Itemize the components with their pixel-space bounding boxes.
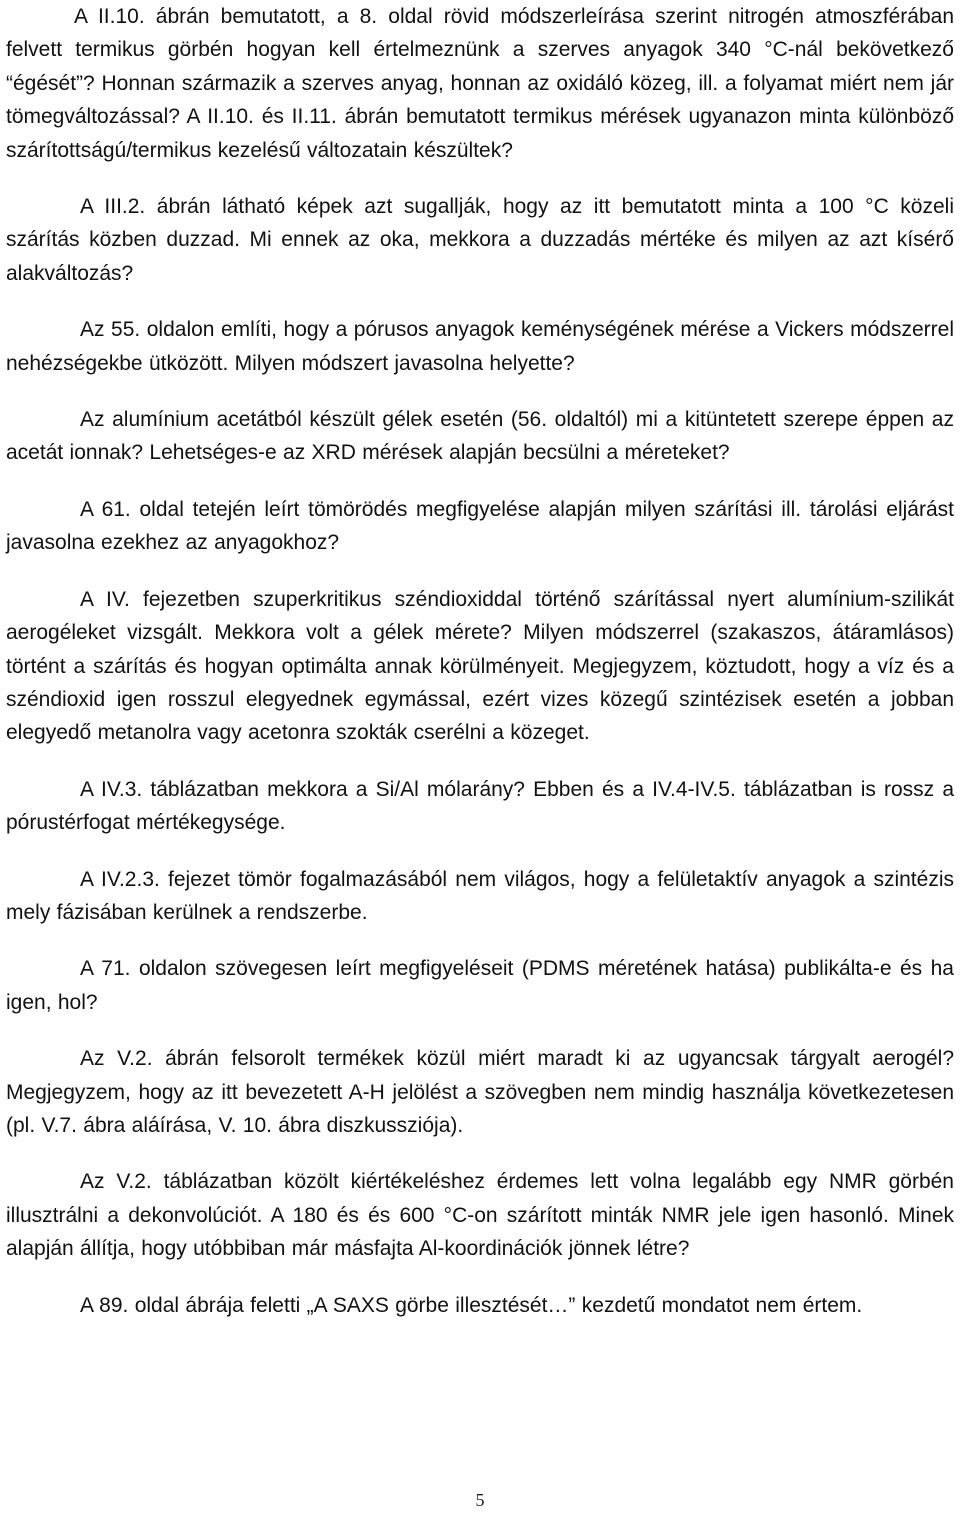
paragraph: A IV.3. táblázatban mekkora a Si/Al mólarány? Ebben és a IV.4-IV.5. táblázatban is rossz a pórustérfogat mértékegysége. — [6, 777, 954, 835]
paragraph: Az alumínium acetátból készült gélek esetén (56. oldaltól) mi a kitüntetett szerepe éppen az acetát ionnak? Lehetséges-e az XRD mérések alapján becsülni a méreteket? — [6, 408, 954, 465]
paragraph: A II.10. ábrán bemutatott, a 8. oldal rövid módszerleírása szerint nitrogén atmoszférában felvett termikus görbén hogyan kell értelmeznünk a szerves anyagok 340 °C-nál bekövetkező “égését”? Honnan származik a szerves anyag, honnan az oxidáló közeg, ill. a folyamat miért nem jár tömegváltozással? A II.10. és II.11. ábrán bemutatott termikus mérések ugyanazon minta különböző szárítottságú/termikus kezelésű változatain készültek? — [6, 5, 954, 162]
paragraph: Az V.2. ábrán felsorolt termékek közül miért maradt ki az ugyancsak tárgyalt aerogél? Megjegyzem, hogy az itt bevezetett A-H jelölést a szövegben nem mindig használja következetesen (pl. V.7. ábra aláírása, V. 10. ábra diszkussziója). — [6, 1047, 954, 1137]
paragraph: A IV. fejezetben szuperkritikus széndioxiddal történő szárítással nyert alumínium-szilikát aerogéleket vizsgált. Mekkora volt a gélek mérete? Milyen módszerrel (szakaszos, átáramlásos) történt a szárítás és hogyan optimálta annak körülményeit. Megjegyzem, köztudott, hogy a víz és a széndioxid igen rosszul elegyednek egymással, ezért vizes közegű szintézisek esetén a jobban elegyedő metanolra vagy acetonra szokták cserélni a közeget. — [6, 587, 954, 745]
paragraph: A 89. oldal ábrája feletti „A SAXS görbe illesztését…” kezdetű mondatot nem értem. — [80, 1293, 863, 1317]
paragraph: A IV.2.3. fejezet tömör fogalmazásából nem világos, hogy a felületaktív anyagok a szintézis mely fázisában kerülnek a rendszerbe. — [6, 867, 954, 924]
paragraph: A 61. oldal tetején leírt tömörödés megfigyelése alapján milyen szárítási ill. tárolási eljárást javasolna ezekhez az anyagokhoz? — [6, 497, 954, 555]
page-number: 5 — [475, 1490, 485, 1510]
paragraph: A 71. oldalon szövegesen leírt megfigyeléseit (PDMS méretének hatása) publikálta-e és ha igen, hol? — [6, 957, 954, 1014]
paragraph: Az V.2. táblázatban közölt kiértékeléshez érdemes lett volna legalább egy NMR görbén illusztrálni a dekonvolúciót. A 180 és és 600 °C-on szárított minták NMR jele igen hasonló. Minek alapján állítja, hogy utóbbiban már másfajta Al-koordinációk jönnek létre? — [6, 1170, 954, 1261]
paragraph: A III.2. ábrán látható képek azt sugallják, hogy az itt bemutatott minta a 100 °C közeli szárítás közben duzzad. Mi ennek az oka, mekkora a duzzadás mértéke és milyen az azt kísérő alakváltozás? — [6, 195, 954, 285]
document-body — [6, 0, 954, 1345]
paragraph: Az 55. oldalon említi, hogy a pórusos anyagok keménységének mérése a Vickers módszerrel nehézségekbe ütközött. Milyen módszert javasolna helyette? — [6, 318, 954, 375]
